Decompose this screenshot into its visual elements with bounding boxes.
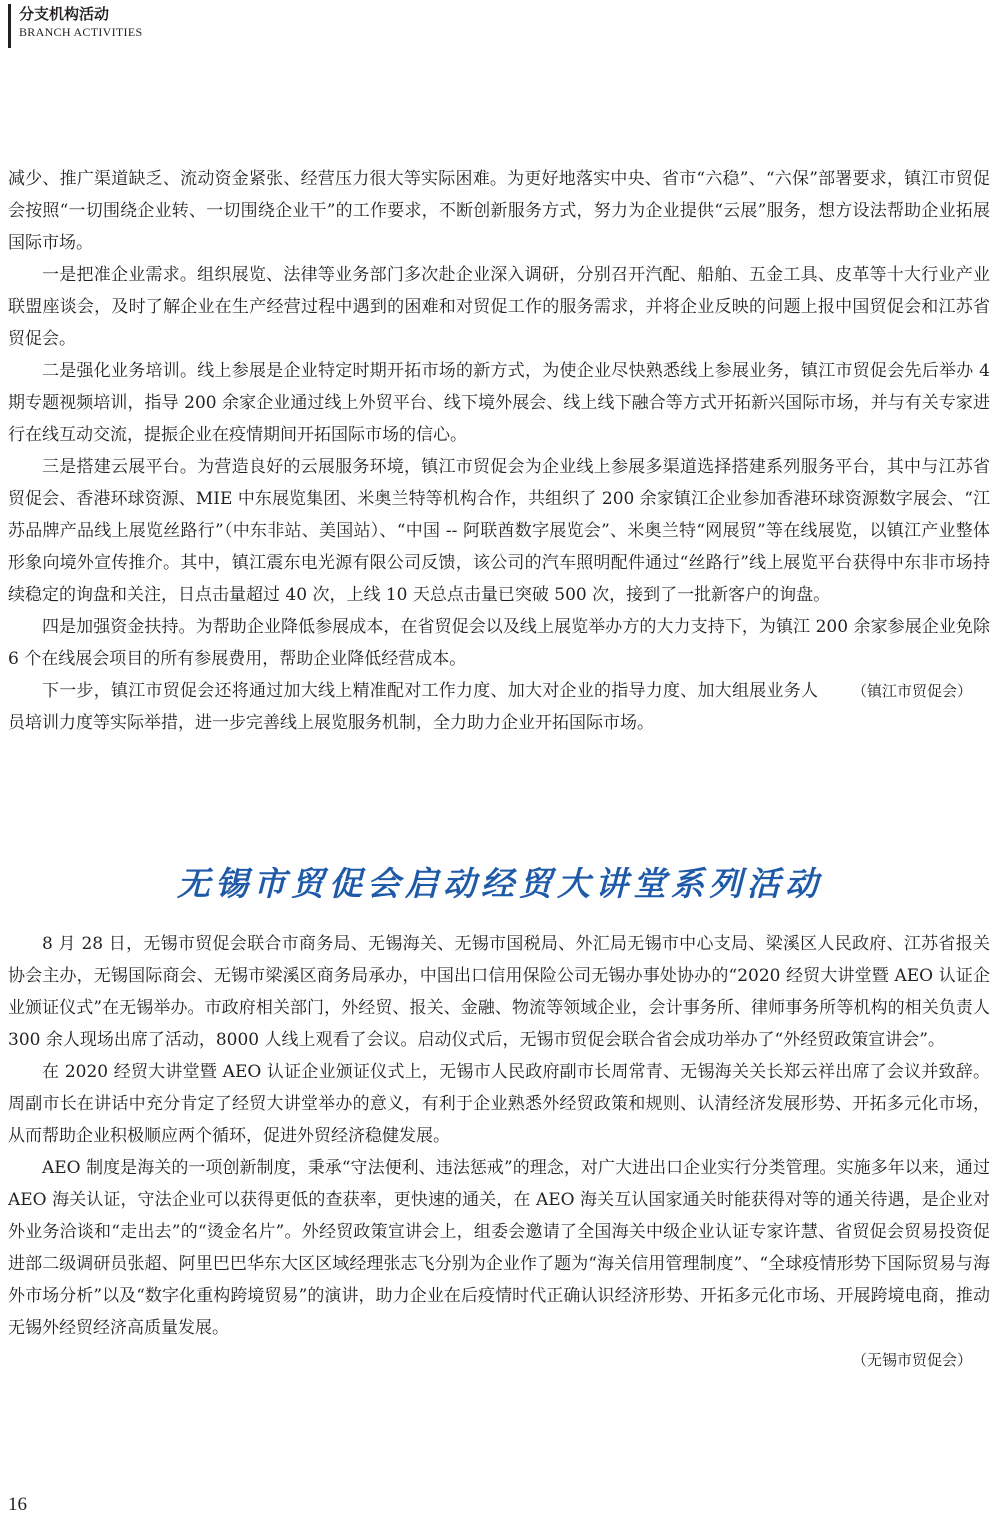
- article-title: 无锡市贸促会启动经贸大讲堂系列活动: [177, 864, 823, 903]
- article-source: （无锡市贸促会）: [851, 1351, 972, 1369]
- article-source: （镇江市贸促会）: [851, 682, 972, 700]
- paragraph: AEO 制度是海关的一项创新制度，秉承“守法便利、违法惩戒”的理念，对广大进出口企业实行分类管理。实施多年以来，通过 AEO 海关认证，守法企业可以获得更低的查获率，更快速的通关，在 AEO 海关互认国家通关时能获得对等的通关待遇，是企业对外业务洽谈和“走出去”的“烫金名片”。外经贸政策宣讲会上，组委会邀请了全国海关中级企业认证专家许慧、省贸促会贸易投资促进部二级调研员张超、阿里巴巴华东大区区域经理张志飞分别为企业作了题为“海关信用管理制度”、“全球疫情形势下国际贸易与海外市场分析”以及“数字化重构跨境贸易”的演讲，助力企业在后疫情时代正确认识经济形势、开拓多元化市场、开展跨境电商，推动无锡外经贸经济高质量发展。: [8, 1158, 990, 1338]
- paragraph: 一是把准企业需求。组织展览、法律等业务部门多次赴企业深入调研，分别召开汽配、船舶、五金工具、皮革等十大行业产业联盟座谈会，及时了解企业在生产经营过程中遇到的困难和对贸促工作的服务需求，并将企业反映的问题上报中国贸促会和江苏省贸促会。: [8, 265, 990, 349]
- section-title-cn: 分支机构活动: [19, 5, 110, 23]
- paragraph: 8 月 28 日，无锡市贸促会联合市商务局、无锡海关、无锡市国税局、外汇局无锡市中心支局、梁溪区人民政府、江苏省报关协会主办，无锡国际商会、无锡市梁溪区商务局承办，中国出口信用保险公司无锡办事处协办的“2020 经贸大讲堂暨 AEO 认证企业颁证仪式”在无锡举办。市政府相关部门，外经贸、报关、金融、物流等领域企业，会计事务所、律师事务所等机构的相关负责人 300 余人现场出席了活动，8000 人线上观看了会议。启动仪式后，无锡市贸促会联合省会成功举办了“外经贸政策宣讲会”。: [8, 934, 990, 1050]
- paragraph: 二是强化业务培训。线上参展是企业特定时期开拓市场的新方式，为使企业尽快熟悉线上参展业务，镇江市贸促会先后举办 4 期专题视频培训，指导 200 余家企业通过线上外贸平台、线下境外展会、线上线下融合等方式开拓新兴国际市场，并与有关专家进行在线互动交流，提振企业在疫情期间开拓国际市场的信心。: [8, 361, 990, 445]
- section-header: [8, 4, 142, 48]
- page-number: 16: [8, 1494, 27, 1515]
- article-wuxi: [8, 928, 990, 1376]
- paragraph: 三是搭建云展平台。为营造良好的云展服务环境，镇江市贸促会为企业线上参展多渠道选择搭建系列服务平台，其中与江苏省贸促会、香港环球资源、MIE 中东展览集团、米奥兰特等机构合作，共组织了 200 余家镇江企业参加香港环球资源数字展会、“江苏品牌产品线上展览丝路行”（中东非站、美国站）、“中国 -- 阿联酋数字展览会”、米奥兰特“网展贸”等在线展览，以镇江产业整体形象向境外宣传推介。其中，镇江震东电光源有限公司反馈，该公司的汽车照明配件通过“丝路行”线上展览平台获得中东非市场持续稳定的询盘和关注，日点击量超过 40 次，上线 10 天总点击量已突破 500 次，接到了一批新客户的询盘。: [8, 457, 990, 605]
- paragraph: 在 2020 经贸大讲堂暨 AEO 认证企业颁证仪式上，无锡市人民政府副市长周常青、无锡海关关长郑云祥出席了会议并致辞。周副市长在讲话中充分肯定了经贸大讲堂举办的意义，有利于企业熟悉外经贸政策和规则、认清经济发展形势、开拓多元化市场，从而帮助企业积极顺应两个循环，促进外贸经济稳健发展。: [8, 1062, 990, 1146]
- paragraph: 四是加强资金扶持。为帮助企业降低参展成本，在省贸促会以及线上展览举办方的大力支持下，为镇江 200 余家参展企业免除 6 个在线展会项目的所有参展费用，帮助企业降低经营成本。: [8, 617, 990, 669]
- paragraph-with-source: [8, 675, 990, 739]
- article-zhenjiang: [8, 163, 990, 739]
- paragraph-text: 下一步，镇江市贸促会还将通过加大线上精准配对工作力度、加大对企业的指导力度、加大组展业务人员培训力度等实际举措，进一步完善线上展览服务机制，全力助力企业开拓国际市场。: [8, 681, 818, 733]
- section-title-en: BRANCH ACTIVITIES: [19, 25, 143, 39]
- paragraph: 减少、推广渠道缺乏、流动资金紧张、经营压力很大等实际困难。为更好地落实中央、省市“六稳”、“六保”部署要求，镇江市贸促会按照“一切围绕企业转、一切围绕企业干”的工作要求，不断创新服务方式，努力为企业提供“云展”服务，想方设法帮助企业拓展国际市场。: [8, 169, 990, 253]
